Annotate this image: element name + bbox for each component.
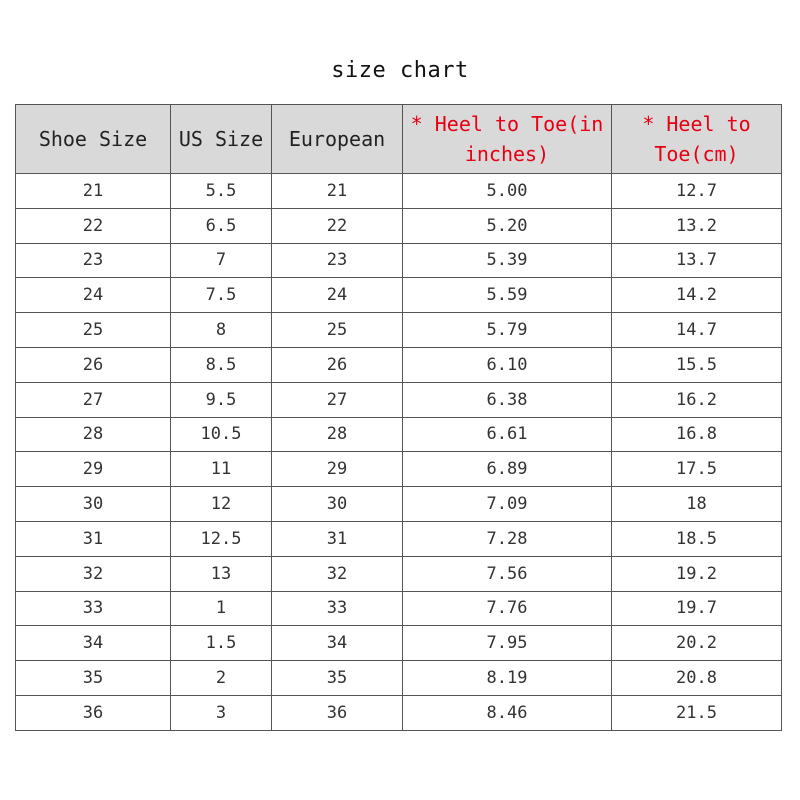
cell-shoe-size: 32 <box>16 556 171 591</box>
table-row <box>16 591 782 626</box>
cell-us-size: 3 <box>171 695 272 730</box>
cell-heel-to-toe-inches: 6.61 <box>403 417 612 452</box>
table-row <box>16 382 782 417</box>
table-row <box>16 278 782 313</box>
cell-shoe-size: 28 <box>16 417 171 452</box>
cell-heel-to-toe-cm: 13.7 <box>612 243 782 278</box>
cell-european: 26 <box>272 347 403 382</box>
table-row <box>16 521 782 556</box>
cell-us-size: 1.5 <box>171 626 272 661</box>
cell-european: 25 <box>272 313 403 348</box>
cell-european: 33 <box>272 591 403 626</box>
cell-us-size: 13 <box>171 556 272 591</box>
table-row <box>16 661 782 696</box>
cell-shoe-size: 24 <box>16 278 171 313</box>
cell-european: 21 <box>272 174 403 209</box>
cell-heel-to-toe-inches: 6.10 <box>403 347 612 382</box>
cell-heel-to-toe-cm: 16.2 <box>612 382 782 417</box>
cell-heel-to-toe-inches: 6.89 <box>403 452 612 487</box>
table-body <box>16 174 782 731</box>
cell-us-size: 1 <box>171 591 272 626</box>
cell-european: 31 <box>272 521 403 556</box>
cell-us-size: 2 <box>171 661 272 696</box>
header-heel-to-toe-inches: * Heel to Toe(in inches) <box>403 105 612 174</box>
cell-heel-to-toe-inches: 5.20 <box>403 208 612 243</box>
table-row <box>16 452 782 487</box>
cell-shoe-size: 30 <box>16 487 171 522</box>
cell-heel-to-toe-inches: 7.28 <box>403 521 612 556</box>
cell-european: 36 <box>272 695 403 730</box>
header-us-size: US Size <box>171 105 272 174</box>
cell-us-size: 9.5 <box>171 382 272 417</box>
header-european: European <box>272 105 403 174</box>
cell-shoe-size: 36 <box>16 695 171 730</box>
cell-shoe-size: 29 <box>16 452 171 487</box>
cell-heel-to-toe-inches: 5.59 <box>403 278 612 313</box>
cell-heel-to-toe-cm: 14.7 <box>612 313 782 348</box>
header-shoe-size: Shoe Size <box>16 105 171 174</box>
cell-european: 34 <box>272 626 403 661</box>
table-row <box>16 556 782 591</box>
cell-us-size: 11 <box>171 452 272 487</box>
cell-shoe-size: 35 <box>16 661 171 696</box>
chart-title: size chart <box>331 58 469 83</box>
cell-european: 23 <box>272 243 403 278</box>
cell-shoe-size: 21 <box>16 174 171 209</box>
cell-european: 24 <box>272 278 403 313</box>
cell-heel-to-toe-cm: 15.5 <box>612 347 782 382</box>
cell-us-size: 5.5 <box>171 174 272 209</box>
table-row <box>16 174 782 209</box>
cell-heel-to-toe-inches: 7.76 <box>403 591 612 626</box>
cell-heel-to-toe-cm: 12.7 <box>612 174 782 209</box>
table-row <box>16 208 782 243</box>
table-row <box>16 487 782 522</box>
header-heel-to-toe-cm: * Heel to Toe(cm) <box>612 105 782 174</box>
cell-heel-to-toe-inches: 8.46 <box>403 695 612 730</box>
cell-heel-to-toe-inches: 7.95 <box>403 626 612 661</box>
cell-shoe-size: 34 <box>16 626 171 661</box>
cell-shoe-size: 31 <box>16 521 171 556</box>
cell-heel-to-toe-cm: 18.5 <box>612 521 782 556</box>
cell-us-size: 7.5 <box>171 278 272 313</box>
cell-heel-to-toe-inches: 5.79 <box>403 313 612 348</box>
cell-us-size: 10.5 <box>171 417 272 452</box>
cell-heel-to-toe-cm: 13.2 <box>612 208 782 243</box>
cell-us-size: 7 <box>171 243 272 278</box>
table-row <box>16 695 782 730</box>
table-row <box>16 313 782 348</box>
cell-european: 28 <box>272 417 403 452</box>
cell-shoe-size: 26 <box>16 347 171 382</box>
table-row <box>16 417 782 452</box>
cell-heel-to-toe-cm: 16.8 <box>612 417 782 452</box>
cell-shoe-size: 22 <box>16 208 171 243</box>
cell-european: 27 <box>272 382 403 417</box>
cell-heel-to-toe-cm: 19.2 <box>612 556 782 591</box>
cell-heel-to-toe-inches: 5.39 <box>403 243 612 278</box>
cell-us-size: 8.5 <box>171 347 272 382</box>
cell-european: 35 <box>272 661 403 696</box>
cell-european: 32 <box>272 556 403 591</box>
cell-shoe-size: 27 <box>16 382 171 417</box>
cell-heel-to-toe-inches: 7.56 <box>403 556 612 591</box>
cell-heel-to-toe-cm: 18 <box>612 487 782 522</box>
cell-shoe-size: 33 <box>16 591 171 626</box>
cell-heel-to-toe-inches: 7.09 <box>403 487 612 522</box>
cell-heel-to-toe-cm: 21.5 <box>612 695 782 730</box>
cell-us-size: 8 <box>171 313 272 348</box>
cell-european: 29 <box>272 452 403 487</box>
cell-heel-to-toe-cm: 20.8 <box>612 661 782 696</box>
size-chart-table <box>15 104 782 731</box>
cell-european: 22 <box>272 208 403 243</box>
cell-heel-to-toe-inches: 6.38 <box>403 382 612 417</box>
cell-heel-to-toe-inches: 8.19 <box>403 661 612 696</box>
cell-heel-to-toe-inches: 5.00 <box>403 174 612 209</box>
cell-us-size: 6.5 <box>171 208 272 243</box>
cell-heel-to-toe-cm: 14.2 <box>612 278 782 313</box>
cell-heel-to-toe-cm: 17.5 <box>612 452 782 487</box>
cell-shoe-size: 25 <box>16 313 171 348</box>
cell-us-size: 12.5 <box>171 521 272 556</box>
cell-heel-to-toe-cm: 19.7 <box>612 591 782 626</box>
table-header-row <box>16 105 782 174</box>
cell-shoe-size: 23 <box>16 243 171 278</box>
cell-heel-to-toe-cm: 20.2 <box>612 626 782 661</box>
cell-european: 30 <box>272 487 403 522</box>
cell-us-size: 12 <box>171 487 272 522</box>
table-row <box>16 626 782 661</box>
table-row <box>16 347 782 382</box>
table-row <box>16 243 782 278</box>
